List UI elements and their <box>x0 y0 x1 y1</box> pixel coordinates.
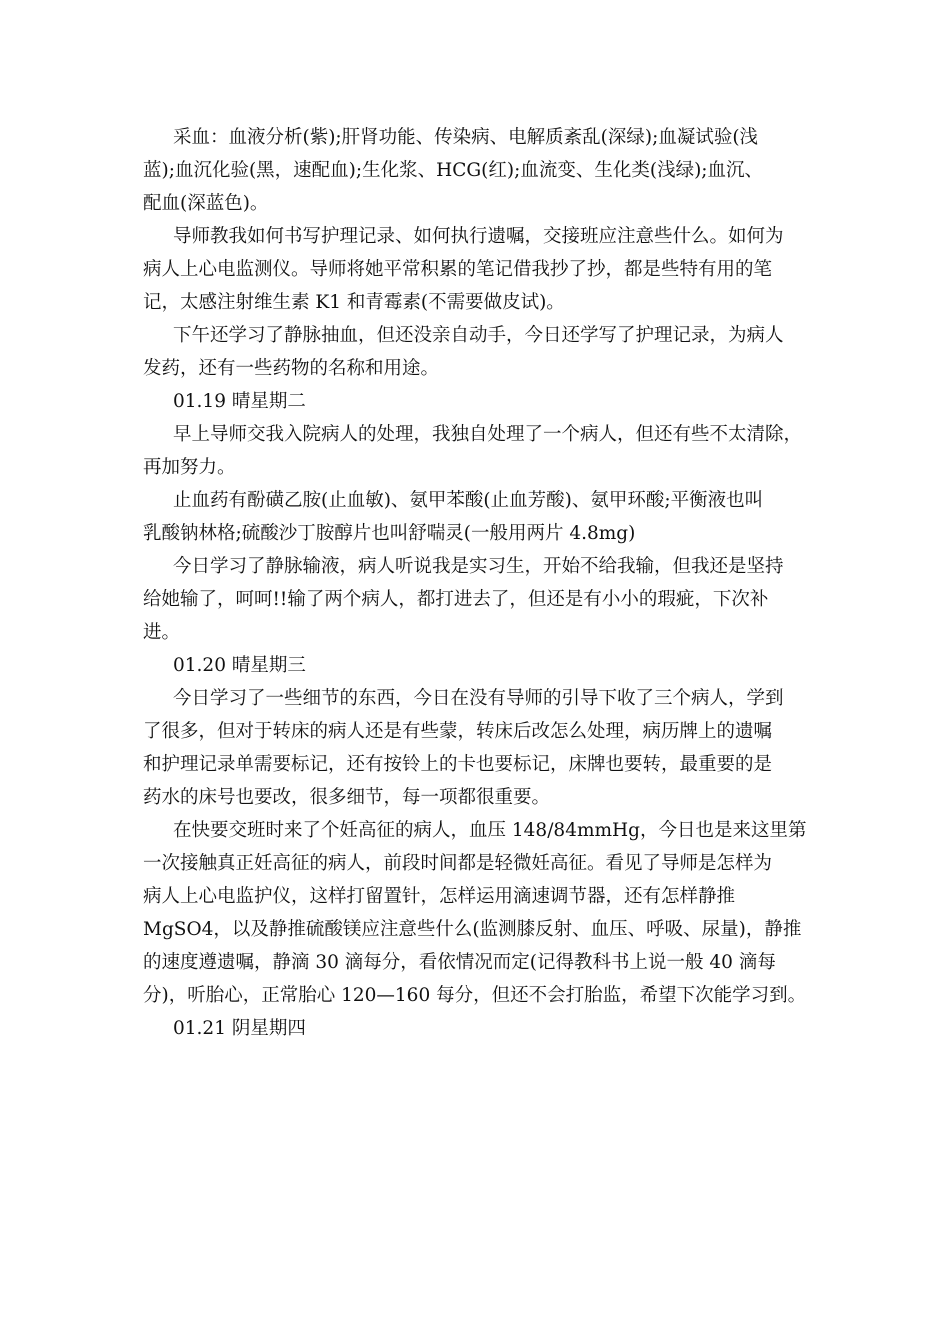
text-line: 止血药有酚磺乙胺(止血敏)、氨甲苯酸(止血芳酸)、氨甲环酸;平衡液也叫 <box>173 490 764 511</box>
text-line: 采血：血液分析(紫);肝肾功能、传染病、电解质紊乱(深绿);血凝试验(浅 <box>173 127 759 148</box>
text-line: MgSO4，以及静推硫酸镁应注意些什么(监测膝反射、血压、呼吸、尿量)，静推 <box>143 919 802 940</box>
text-line: 和护理记录单需要标记，还有按铃上的卡也要标记，床牌也要转，最重要的是 <box>143 754 773 775</box>
text-line: 药水的床号也要改，很多细节，每一项都很重要。 <box>143 787 551 808</box>
text-line: 分)，听胎心，正常胎心 120—160 每分，但还不会打胎监，希望下次能学习到。 <box>143 985 807 1006</box>
text-line: 病人上心电监测仪。导师将她平常积累的笔记借我抄了抄，都是些特有用的笔 <box>143 259 773 280</box>
text-line: 配血(深蓝色)。 <box>143 193 269 214</box>
text-line: 病人上心电监护仪，这样打留置针，怎样运用滴速调节器，还有怎样静推 <box>143 886 736 907</box>
date-heading: 01.21 阴星期四 <box>173 1018 306 1039</box>
text-line: 进。 <box>143 622 181 643</box>
text-line: 下午还学习了静脉抽血，但还没亲自动手，今日还学写了护理记录，为病人 <box>173 325 784 346</box>
text-line: 在快要交班时来了个妊高征的病人，血压 148/84mmHg，今日也是来这里第 <box>173 820 807 841</box>
date-heading: 01.19 晴星期二 <box>173 391 306 412</box>
text-line: 发药，还有一些药物的名称和用途。 <box>143 358 440 379</box>
text-line: 记，太感注射维生素 K1 和青霉素(不需要做皮试)。 <box>143 292 565 313</box>
document-body <box>143 121 815 1045</box>
text-line: 早上导师交我入院病人的处理，我独自处理了一个病人，但还有些不太清除， <box>173 424 803 445</box>
text-line: 了很多，但对于转床的病人还是有些蒙，转床后改怎么处理，病历牌上的遗嘱 <box>143 721 773 742</box>
text-line: 蓝);血沉化验(黑，速配血);生化浆、HCG(红);血流变、生化类(浅绿);血沉、 <box>143 160 764 181</box>
text-line: 给她输了，呵呵!!输了两个病人，都打进去了，但还是有小小的瑕疵，下次补 <box>143 589 769 610</box>
text-line: 的速度遵遗嘱，静滴 30 滴每分，看依情况而定(记得教科书上说一般 40 滴每 <box>143 952 776 973</box>
date-heading: 01.20 晴星期三 <box>173 655 306 676</box>
text-line: 再加努力。 <box>143 457 236 478</box>
text-line: 乳酸钠林格;硫酸沙丁胺醇片也叫舒喘灵(一般用两片 4.8mg) <box>143 523 636 544</box>
text-line: 今日学习了一些细节的东西，今日在没有导师的引导下收了三个病人，学到 <box>173 688 784 709</box>
text-line: 一次接触真正妊高征的病人，前段时间都是轻微妊高征。看见了导师是怎样为 <box>143 853 773 874</box>
text-line: 今日学习了静脉输液，病人听说我是实习生，开始不给我输，但我还是坚持 <box>173 556 784 577</box>
text-line: 导师教我如何书写护理记录、如何执行遗嘱，交接班应注意些什么。如何为 <box>173 226 784 247</box>
